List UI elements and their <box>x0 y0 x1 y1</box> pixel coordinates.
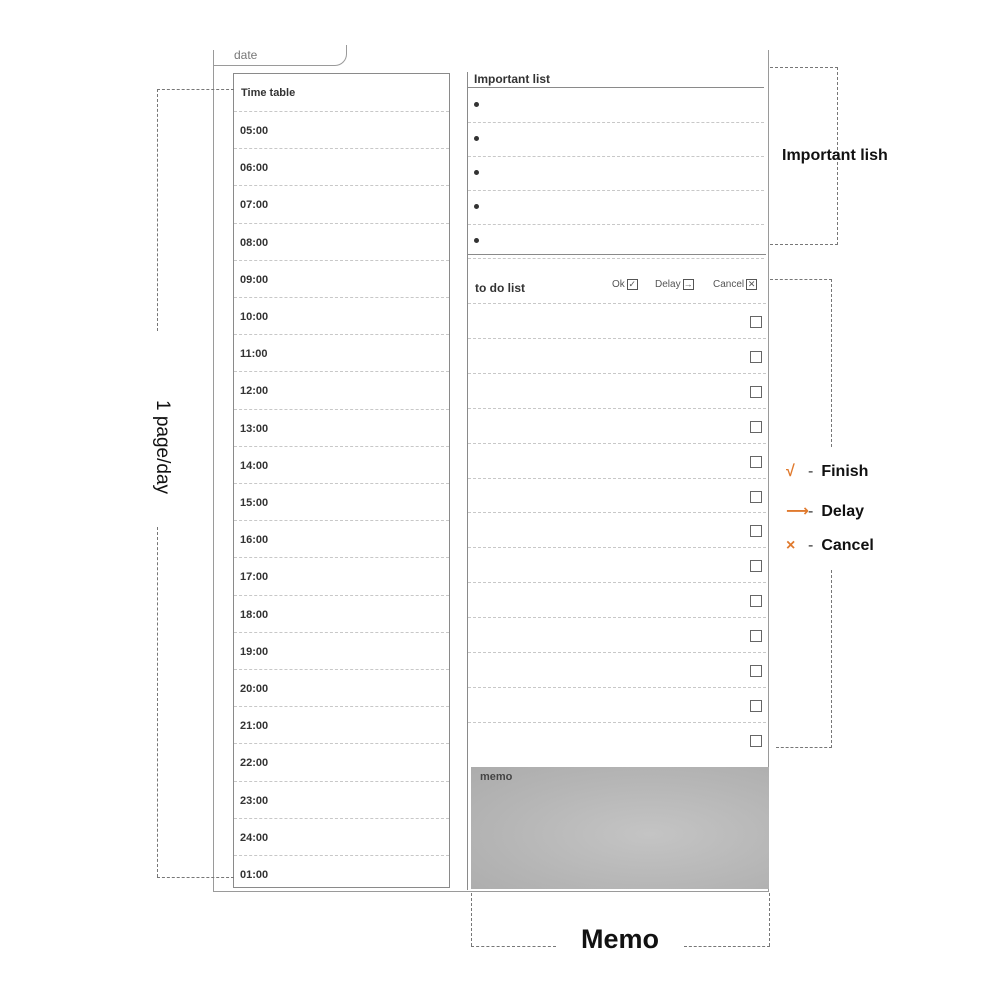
check-icon: ✓ <box>628 279 637 289</box>
important-list-item[interactable] <box>468 190 764 225</box>
important-list-title: Important list <box>474 72 551 86</box>
timetable-row <box>234 632 449 670</box>
timetable-row <box>234 706 449 744</box>
todo-checkbox[interactable] <box>750 665 762 677</box>
page-bracket-side-lower <box>157 527 158 877</box>
todo-legend-delay <box>655 279 694 290</box>
todo-checkbox[interactable] <box>750 456 762 468</box>
todo-item[interactable] <box>468 373 766 409</box>
timetable-row <box>234 595 449 633</box>
bullet-icon <box>474 238 479 243</box>
bullet-icon <box>474 136 479 141</box>
memo-bracket-right <box>769 893 770 946</box>
legend-finish-label: Finish <box>821 463 869 480</box>
todo-checkbox[interactable] <box>750 735 762 747</box>
timetable-hour: 15:00 <box>240 497 269 509</box>
timetable-hour: 21:00 <box>240 720 269 733</box>
todo-checkbox[interactable] <box>750 351 762 363</box>
todo-legend-ok-label: Ok <box>612 279 625 290</box>
date-label: date <box>234 48 258 62</box>
todo-item[interactable] <box>468 408 766 444</box>
page-bracket-top <box>157 89 234 90</box>
important-list-item[interactable] <box>468 88 764 123</box>
legend-finish-dash: - <box>808 463 814 480</box>
important-list-end-rule <box>468 254 766 255</box>
todo-checkbox[interactable] <box>750 386 762 398</box>
page-left-edge <box>213 50 214 892</box>
timetable-row <box>234 669 449 707</box>
important-annotation: Important lish <box>782 147 888 164</box>
todo-item[interactable] <box>468 512 766 548</box>
timetable-row <box>234 297 449 335</box>
todo-checkbox[interactable] <box>750 595 762 607</box>
timetable-hour: 01:00 <box>240 869 269 881</box>
timetable-title: Time table <box>241 87 296 99</box>
page-right-edge <box>768 50 769 892</box>
todo-legend-ok <box>612 279 638 290</box>
important-bracket-bottom <box>770 244 838 245</box>
page-bracket-side-upper <box>157 89 158 331</box>
legend-cancel-label: Cancel <box>821 537 874 554</box>
todo-checkbox[interactable] <box>750 316 762 328</box>
memo-bracket-bottom-left <box>471 946 556 947</box>
check-icon: √ <box>786 463 795 480</box>
important-list-item[interactable] <box>468 122 764 157</box>
timetable-row <box>234 818 449 856</box>
timetable-hour: 05:00 <box>240 125 269 137</box>
memo-label: memo <box>480 771 513 783</box>
legend-cancel-dash: - <box>808 537 814 554</box>
todo-list-title: to do list <box>475 281 525 295</box>
todo-checkbox[interactable] <box>750 560 762 572</box>
timetable-hour: 22:00 <box>240 757 269 770</box>
timetable-row <box>234 446 449 484</box>
memo-bracket-bottom-right <box>684 946 770 947</box>
legend-delay-dash: - <box>808 503 814 520</box>
todo-bracket-side-upper <box>831 279 832 447</box>
timetable-hour: 23:00 <box>240 794 269 807</box>
todo-checkbox[interactable] <box>750 421 762 433</box>
timetable-hour: 08:00 <box>240 236 269 249</box>
todo-item[interactable] <box>468 303 766 339</box>
timetable-hour: 13:00 <box>240 422 269 435</box>
todo-item[interactable] <box>468 338 766 374</box>
todo-item[interactable] <box>468 617 766 653</box>
timetable-row <box>234 148 449 186</box>
timetable-row <box>234 223 449 261</box>
timetable-row <box>234 557 449 595</box>
bullet-icon <box>474 204 479 209</box>
timetable-row <box>234 334 449 372</box>
timetable-hour: 07:00 <box>240 199 269 212</box>
timetable-hour: 11:00 <box>240 348 268 361</box>
todo-item[interactable] <box>468 722 766 758</box>
timetable-hour: 17:00 <box>240 571 269 584</box>
bullet-icon <box>474 102 479 107</box>
timetable-row <box>234 409 449 447</box>
todo-legend-cancel-label: Cancel <box>713 279 745 290</box>
timetable-row <box>234 185 449 223</box>
timetable-row <box>234 483 449 521</box>
timetable-hour: 12:00 <box>240 385 269 398</box>
todo-checkbox[interactable] <box>750 630 762 642</box>
todo-item[interactable] <box>468 478 766 514</box>
memo-box <box>471 767 769 889</box>
todo-item[interactable] <box>468 443 766 479</box>
important-bracket-top <box>770 67 838 68</box>
page-bracket-bottom <box>157 877 234 878</box>
bullet-icon <box>474 170 479 175</box>
todo-item[interactable] <box>468 582 766 618</box>
legend-cancel <box>786 537 874 555</box>
timetable-hour: 10:00 <box>240 311 269 323</box>
timetable-hour: 16:00 <box>240 534 269 547</box>
timetable-hour: 19:00 <box>240 645 269 658</box>
todo-bracket-top <box>770 279 832 280</box>
todo-checkbox[interactable] <box>750 525 762 537</box>
memo-bracket-left <box>471 893 472 946</box>
timetable-hour: 14:00 <box>240 459 269 472</box>
todo-item[interactable] <box>468 547 766 583</box>
timetable-row <box>234 855 449 893</box>
todo-checkbox[interactable] <box>750 491 762 503</box>
arrow-right-icon: → <box>683 279 693 289</box>
cross-icon: × <box>786 537 796 554</box>
legend-finish <box>786 463 868 481</box>
todo-bracket-bottom <box>776 747 832 748</box>
timetable-row <box>234 743 449 781</box>
todo-item[interactable] <box>468 687 766 723</box>
todo-checkbox[interactable] <box>750 700 762 712</box>
todo-legend-cancel <box>713 279 757 290</box>
timetable-hour: 20:00 <box>240 683 269 695</box>
todo-bracket-side-lower <box>831 570 832 748</box>
cross-icon: ✕ <box>747 279 756 289</box>
memo-annotation: Memo <box>580 924 659 954</box>
timetable-hour: 09:00 <box>240 273 269 286</box>
important-list-item[interactable] <box>468 156 764 191</box>
todo-item[interactable] <box>468 652 766 688</box>
arrow-right-icon: ⟶ <box>786 503 809 520</box>
page-per-day-annotation: 1 page/day <box>152 399 173 495</box>
timetable-hour: 06:00 <box>240 162 269 175</box>
legend-delay-label: Delay <box>821 503 865 520</box>
timetable-row <box>234 371 449 409</box>
legend-delay <box>786 501 864 521</box>
todo-legend-delay-label: Delay <box>655 279 681 290</box>
timetable-row <box>234 781 449 819</box>
timetable-row <box>234 111 449 149</box>
timetable-hour: 18:00 <box>240 608 269 621</box>
timetable-hour: 24:00 <box>240 831 269 844</box>
timetable-row <box>234 260 449 298</box>
timetable-row <box>234 520 449 558</box>
